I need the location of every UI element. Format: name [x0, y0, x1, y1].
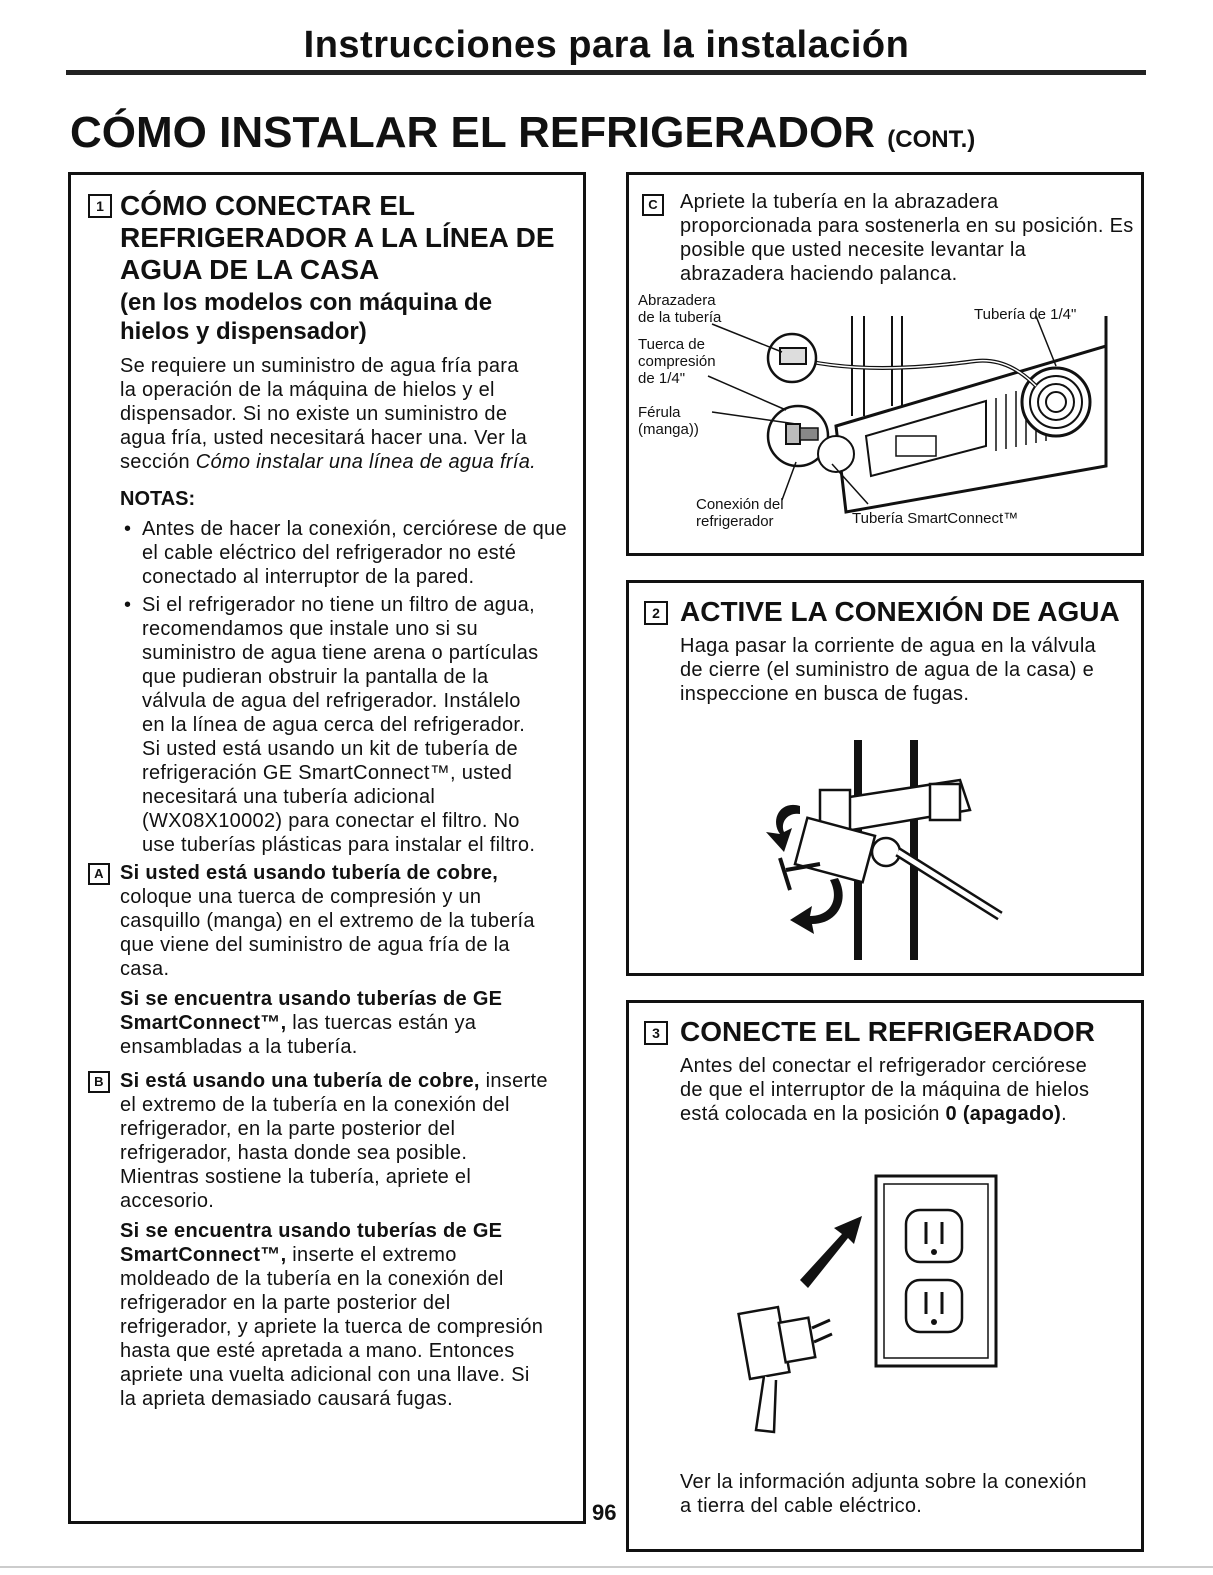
step1-heading-line2: REFRIGERADOR A LA LÍNEA DE	[120, 222, 555, 253]
step1-intro-text: Se requiere un suministro de agua fría para la operación de la máquina de hielos y el dispensador. Si no existe un suministro de agua fría, usted necesitará hacer una. Ver la sección	[120, 355, 528, 473]
step-a-bold: Si usted está usando tubería de cobre,	[120, 862, 499, 884]
step3-text	[680, 1054, 1100, 1126]
label-abrazadera-line1: Abrazadera	[638, 292, 716, 309]
label-abrazadera-line2: de la tubería	[638, 309, 722, 326]
section-title-suffix: (CONT.)	[887, 126, 976, 153]
step-b-bold: Si está usando una tubería de cobre,	[120, 1070, 480, 1092]
step-b-smartconnect-bold: Si se encuentra usando tuberías de GE SmartConnect™,	[120, 1220, 503, 1266]
label-ferula	[638, 404, 699, 438]
shutoff-valve-illustration	[760, 740, 1020, 960]
note-item-2: • Si el refrigerador no tiene un filtro de agua, recomendamos que instale uno si su suministro de agua tiene arena o partículas que pudieran obstruir la pantalla de la válvula de agua del refrigerador. Instálelo en la línea de agua cerca del refrigerador. Si usted está usando un kit de tubería de refrigeración GE SmartConnect™, usted necesitará una tubería adicional (WX08X10002) para conectar el filtro. No use tuberías plásticas para instalar el filtro.	[120, 593, 542, 857]
step-a-smartconnect-bold: Si se encuentra usando tuberías de GE SmartConnect™,	[120, 988, 503, 1034]
label-abrazadera	[638, 292, 721, 326]
label-conexion-line2: refrigerador	[696, 513, 774, 530]
label-tuerca-line2: compresión	[638, 353, 716, 370]
step-a-smartconnect-text: las tuercas están ya ensambladas a la tubería.	[120, 1012, 477, 1058]
step-b	[88, 1069, 550, 1411]
step1-subheading-line1: (en los modelos con máquina de	[120, 289, 493, 316]
label-tuerca	[638, 336, 716, 387]
label-tuerca-line3: de 1/4"	[638, 370, 686, 387]
step-a-text: coloque una tuerca de compresión y un casquillo (manga) en el extremo de la tubería que viene del suministro de agua fría de la casa.	[120, 886, 535, 980]
label-ferula-line1: Férula	[638, 404, 681, 421]
step1-heading-line3: AGUA DE LA CASA	[120, 254, 380, 285]
step3-footer: Ver la información adjunta sobre la conexión a tierra del cable eléctrico.	[680, 1471, 1087, 1517]
panel-c-marker: C	[642, 194, 664, 216]
note-item-1: • Antes de hacer la conexión, cerciórese de que el cable eléctrico del refrigerador no esté conectado al interruptor de la pared.	[120, 517, 568, 589]
step-b-text: inserte el extremo de la tubería en la conexión del refrigerador, en la parte posterior del refrigerador, hasta donde sea posible. Mientras sostiene la tubería, apriete el accesorio.	[120, 1070, 548, 1212]
step1-subheading-line2: hielos y dispensador)	[120, 318, 367, 345]
step-a	[88, 861, 540, 1059]
section-title	[70, 108, 975, 158]
page-number: 96	[592, 1500, 617, 1525]
step3-text-plain: Antes del conectar el refrigerador cerciórese de que el interruptor de la máquina de hielos está colocada en la posición	[680, 1055, 1090, 1125]
step3-text-end: .	[1061, 1103, 1067, 1125]
step-b-marker: B	[88, 1071, 110, 1093]
step-b-smartconnect-text: inserte el extremo moldeado de la tubería en la conexión del refrigerador en la parte posterior del refrigerador, y apriete la tuerca de compresión hasta que esté apretada a mano. Entonces apriete una vuelta adicional con una llave. Si la aprieta demasiado causará fugas.	[120, 1244, 544, 1410]
outlet-plug-illustration	[730, 1170, 1010, 1450]
notes-label: NOTAS:	[120, 488, 196, 510]
label-conexion-line1: Conexión del	[696, 496, 784, 513]
step1-intro-italic: Cómo instalar una línea de agua fría.	[195, 451, 536, 473]
section-title-text: CÓMO INSTALAR EL REFRIGERADOR	[70, 108, 876, 157]
label-tuberia-14: Tubería de 1/4"	[974, 306, 1077, 323]
label-tuerca-line1: Tuerca de	[638, 336, 705, 353]
bottom-rule	[0, 1566, 1213, 1568]
step3-text-bold: 0 (apagado)	[945, 1103, 1062, 1125]
step3-heading	[644, 1016, 1095, 1048]
rotate-arrow-icon	[790, 878, 843, 934]
page-header-title: Instrucciones para la instalación	[303, 24, 910, 66]
insert-arrow-icon	[800, 1216, 862, 1288]
step3-heading-text: CONECTE EL REFRIGERADOR	[680, 1016, 1095, 1047]
step1-subheading	[88, 288, 576, 346]
step-a-smartconnect	[120, 987, 540, 1059]
rotate-arrow-icon	[766, 805, 800, 852]
notes-list	[88, 517, 568, 857]
label-smartconnect: Tubería SmartConnect™	[852, 510, 1019, 527]
step2-heading-text: ACTIVE LA CONEXIÓN DE AGUA	[680, 596, 1120, 627]
step1-number: 1	[88, 194, 112, 218]
step-b-smartconnect	[120, 1219, 550, 1411]
step1-heading	[88, 190, 576, 286]
step2-text: Haga pasar la corriente de agua en la válvula de cierre (el suministro de agua de la casa) e inspeccione en busca de fugas.	[680, 635, 1096, 705]
step2-number: 2	[644, 601, 668, 625]
header-rule	[66, 70, 1146, 75]
label-ferula-line2: (manga))	[638, 421, 699, 438]
label-conexion	[696, 496, 784, 530]
panel-c-text: Apriete la tubería en la abrazadera proporcionada para sostenerla en su posición. Es posible que usted necesite levantar la abrazadera haciendo palanca.	[680, 191, 1134, 285]
left-panel-content	[88, 190, 576, 1411]
step1-intro	[88, 354, 540, 474]
step1-heading-line1: CÓMO CONECTAR EL	[120, 190, 416, 221]
step2-heading	[644, 596, 1120, 628]
step-a-marker: A	[88, 863, 110, 885]
step3-number: 3	[644, 1021, 668, 1045]
